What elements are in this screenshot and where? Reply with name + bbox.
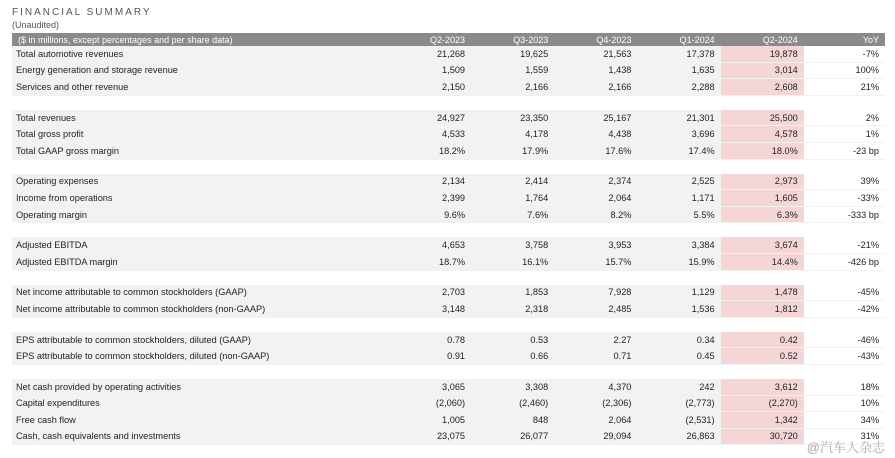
value-cell: 4,653 [388, 237, 471, 253]
current-quarter-cell: 1,605 [721, 190, 804, 207]
value-cell: 1,129 [637, 285, 720, 301]
value-cell: 1,171 [637, 190, 720, 207]
current-quarter-cell: 1,812 [721, 301, 804, 318]
row-label: Cash, cash equivalents and investments [12, 428, 388, 445]
row-label: Operating expenses [12, 174, 388, 190]
value-cell: 16.1% [471, 253, 554, 270]
value-cell: 25,167 [554, 110, 637, 126]
table-row [12, 395, 885, 412]
table-row [12, 237, 885, 253]
value-cell: 0.78 [388, 332, 471, 348]
value-cell: 848 [471, 412, 554, 429]
yoy-cell: 21% [804, 79, 885, 96]
table-row [12, 253, 885, 270]
section-spacer [12, 317, 885, 332]
row-label: Adjusted EBITDA [12, 237, 388, 253]
table-row [12, 301, 885, 318]
value-cell: 26,077 [471, 428, 554, 445]
value-cell: 3,308 [471, 379, 554, 395]
value-cell: 21,268 [388, 46, 471, 62]
table-row [12, 428, 885, 445]
row-label: Total GAAP gross margin [12, 142, 388, 159]
row-label: EPS attributable to common stockholders, diluted (GAAP) [12, 332, 388, 348]
value-cell: 2,150 [388, 79, 471, 96]
column-header-q3-2023: Q3-2023 [471, 33, 554, 46]
value-cell: 1,509 [388, 62, 471, 79]
watermark: @汽车人杂志 [806, 440, 885, 455]
value-cell: 23,075 [388, 428, 471, 445]
value-cell: 7.6% [471, 206, 554, 223]
value-cell: 24,927 [388, 110, 471, 126]
row-label: Free cash flow [12, 412, 388, 429]
yoy-cell: 1% [804, 126, 885, 143]
yoy-cell: -33% [804, 190, 885, 207]
yoy-cell: 10% [804, 395, 885, 412]
row-label: Net income attributable to common stockholders (non-GAAP) [12, 301, 388, 318]
value-cell: 21,301 [637, 110, 720, 126]
row-label: Net cash provided by operating activities [12, 379, 388, 395]
current-quarter-cell: 0.52 [721, 348, 804, 365]
yoy-cell: -43% [804, 348, 885, 365]
value-cell: (2,460) [471, 395, 554, 412]
row-label: EPS attributable to common stockholders, diluted (non-GAAP) [12, 348, 388, 365]
value-cell: 2,374 [554, 174, 637, 190]
value-cell: 8.2% [554, 206, 637, 223]
value-cell: 2,318 [471, 301, 554, 318]
value-cell: 23,350 [471, 110, 554, 126]
current-quarter-cell: 25,500 [721, 110, 804, 126]
value-cell: 0.53 [471, 332, 554, 348]
row-label: Income from operations [12, 190, 388, 207]
row-label: Net income attributable to common stockholders (GAAP) [12, 285, 388, 301]
spacer-cell [12, 270, 885, 285]
value-cell: 1,853 [471, 285, 554, 301]
current-quarter-cell: (2,270) [721, 395, 804, 412]
yoy-cell: -426 bp [804, 253, 885, 270]
column-header-q2-2024: Q2-2024 [721, 33, 804, 46]
table-row [12, 190, 885, 207]
value-cell: 1,005 [388, 412, 471, 429]
value-cell: 0.45 [637, 348, 720, 365]
page-title: FINANCIAL SUMMARY [12, 7, 152, 18]
value-cell: 2,064 [554, 190, 637, 207]
yoy-cell: -45% [804, 285, 885, 301]
value-cell: 0.34 [637, 332, 720, 348]
row-label: Adjusted EBITDA margin [12, 253, 388, 270]
value-cell: 17.9% [471, 142, 554, 159]
value-cell: 26,863 [637, 428, 720, 445]
value-cell: 2,399 [388, 190, 471, 207]
current-quarter-cell: 2,608 [721, 79, 804, 96]
value-cell: 21,563 [554, 46, 637, 62]
value-cell: (2,773) [637, 395, 720, 412]
value-cell: 1,438 [554, 62, 637, 79]
value-cell: 242 [637, 379, 720, 395]
section-spacer [12, 223, 885, 238]
column-header-q2-2023: Q2-2023 [388, 33, 471, 46]
value-cell: 4,533 [388, 126, 471, 143]
value-cell: 4,438 [554, 126, 637, 143]
section-spacer [12, 270, 885, 285]
yoy-cell: 18% [804, 379, 885, 395]
column-header-units: ($ in millions, except percentages and per share data) [12, 33, 388, 46]
value-cell: (2,060) [388, 395, 471, 412]
section-spacer [12, 159, 885, 174]
value-cell: 4,178 [471, 126, 554, 143]
value-cell: 3,758 [471, 237, 554, 253]
yoy-cell: -333 bp [804, 206, 885, 223]
value-cell: 0.71 [554, 348, 637, 365]
yoy-cell: 31% [804, 428, 885, 445]
table-header-row [12, 33, 885, 46]
table-row [12, 62, 885, 79]
value-cell: 17.6% [554, 142, 637, 159]
yoy-cell: 2% [804, 110, 885, 126]
row-label: Total revenues [12, 110, 388, 126]
value-cell: 2,134 [388, 174, 471, 190]
value-cell: 2,703 [388, 285, 471, 301]
value-cell: 3,696 [637, 126, 720, 143]
value-cell: 9.6% [388, 206, 471, 223]
table-row [12, 142, 885, 159]
yoy-cell: 100% [804, 62, 885, 79]
value-cell: 1,764 [471, 190, 554, 207]
current-quarter-cell: 18.0% [721, 142, 804, 159]
column-header-yoy: YoY [804, 33, 885, 46]
current-quarter-cell: 2,973 [721, 174, 804, 190]
yoy-cell: 39% [804, 174, 885, 190]
value-cell: 29,094 [554, 428, 637, 445]
table-row [12, 206, 885, 223]
column-header-q4-2023: Q4-2023 [554, 33, 637, 46]
value-cell: 1,635 [637, 62, 720, 79]
value-cell: 2,485 [554, 301, 637, 318]
spacer-cell [12, 364, 885, 379]
current-quarter-cell: 3,674 [721, 237, 804, 253]
row-label: Energy generation and storage revenue [12, 62, 388, 79]
value-cell: 2,064 [554, 412, 637, 429]
column-header-q1-2024: Q1-2024 [637, 33, 720, 46]
spacer-cell [12, 95, 885, 110]
value-cell: 17.4% [637, 142, 720, 159]
value-cell: (2,531) [637, 412, 720, 429]
section-spacer [12, 95, 885, 110]
value-cell: 4,370 [554, 379, 637, 395]
value-cell: 2,525 [637, 174, 720, 190]
table-row [12, 174, 885, 190]
current-quarter-cell: 1,342 [721, 412, 804, 429]
spacer-cell [12, 223, 885, 238]
row-label: Total gross profit [12, 126, 388, 143]
value-cell: 1,559 [471, 62, 554, 79]
table-row [12, 126, 885, 143]
value-cell: 18.2% [388, 142, 471, 159]
current-quarter-cell: 0.42 [721, 332, 804, 348]
financial-table [12, 33, 885, 445]
value-cell: (2,306) [554, 395, 637, 412]
value-cell: 18.7% [388, 253, 471, 270]
value-cell: 3,953 [554, 237, 637, 253]
row-label: Operating margin [12, 206, 388, 223]
value-cell: 2,414 [471, 174, 554, 190]
value-cell: 15.7% [554, 253, 637, 270]
value-cell: 5.5% [637, 206, 720, 223]
table-row [12, 412, 885, 429]
value-cell: 0.66 [471, 348, 554, 365]
yoy-cell: -21% [804, 237, 885, 253]
table-body [12, 46, 885, 445]
section-spacer [12, 364, 885, 379]
current-quarter-cell: 30,720 [721, 428, 804, 445]
yoy-cell: -46% [804, 332, 885, 348]
table-row [12, 110, 885, 126]
page-subtitle: (Unaudited) [12, 20, 60, 30]
current-quarter-cell: 3,612 [721, 379, 804, 395]
value-cell: 2,288 [637, 79, 720, 96]
current-quarter-cell: 6.3% [721, 206, 804, 223]
value-cell: 3,384 [637, 237, 720, 253]
yoy-cell: -23 bp [804, 142, 885, 159]
value-cell: 15.9% [637, 253, 720, 270]
yoy-cell: -42% [804, 301, 885, 318]
yoy-cell: -7% [804, 46, 885, 62]
value-cell: 2,166 [471, 79, 554, 96]
value-cell: 1,536 [637, 301, 720, 318]
row-label: Total automotive revenues [12, 46, 388, 62]
table-row [12, 332, 885, 348]
value-cell: 3,065 [388, 379, 471, 395]
current-quarter-cell: 4,578 [721, 126, 804, 143]
value-cell: 3,148 [388, 301, 471, 318]
value-cell: 2.27 [554, 332, 637, 348]
current-quarter-cell: 19,878 [721, 46, 804, 62]
row-label: Services and other revenue [12, 79, 388, 96]
value-cell: 0.91 [388, 348, 471, 365]
value-cell: 7,928 [554, 285, 637, 301]
value-cell: 19,625 [471, 46, 554, 62]
table-row [12, 46, 885, 62]
spacer-cell [12, 159, 885, 174]
value-cell: 17,378 [637, 46, 720, 62]
value-cell: 2,166 [554, 79, 637, 96]
yoy-cell: 34% [804, 412, 885, 429]
table-row [12, 79, 885, 96]
table-row [12, 348, 885, 365]
table-row [12, 379, 885, 395]
financial-summary [12, 6, 885, 445]
spacer-cell [12, 317, 885, 332]
current-quarter-cell: 14.4% [721, 253, 804, 270]
current-quarter-cell: 1,478 [721, 285, 804, 301]
table-row [12, 285, 885, 301]
current-quarter-cell: 3,014 [721, 62, 804, 79]
row-label: Capital expenditures [12, 395, 388, 412]
